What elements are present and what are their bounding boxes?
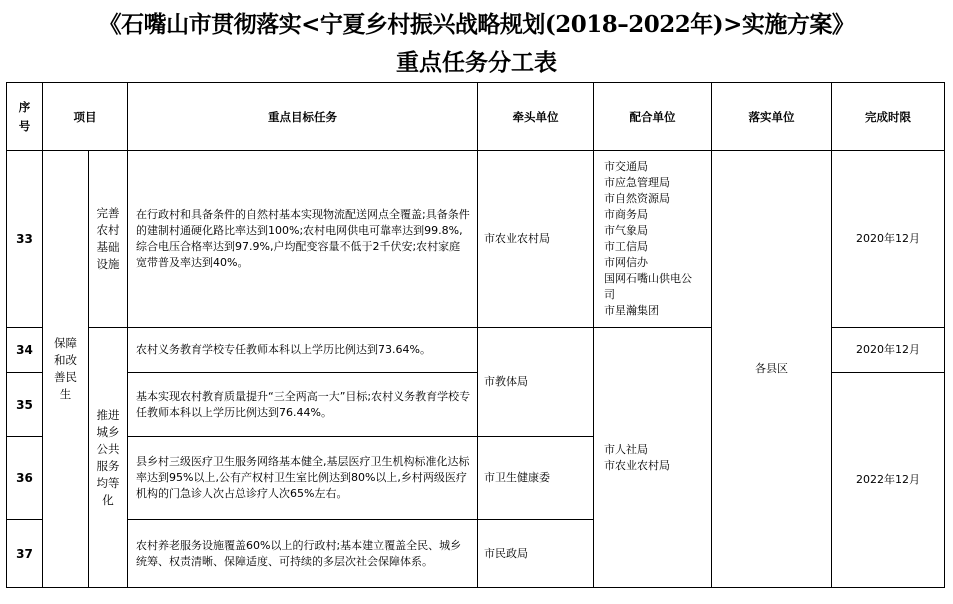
cooperate-unit: 市网信办	[604, 256, 648, 269]
cooperate-unit: 市交通局	[604, 160, 648, 173]
cooperate-unit: 市应急管理局	[604, 176, 670, 189]
group-label: 保障和改善民生	[54, 336, 77, 401]
header-seq: 序号	[7, 83, 43, 151]
lead-cell: 市农业农村局	[478, 151, 594, 328]
lead-cell: 市民政局	[478, 520, 594, 588]
task-cell: 农村养老服务设施覆盖60%以上的行政村;基本建立覆盖全民、城乡统筹、权责清晰、保障适度、可持续的多层次社会保障体系。	[128, 520, 478, 588]
cooperate-unit: 市农业农村局	[604, 458, 670, 472]
subgroup-cell	[89, 328, 128, 588]
lead-cell: 市卫生健康委	[478, 437, 594, 520]
row-number: 34	[7, 328, 43, 373]
header-implement: 落实单位	[712, 83, 832, 151]
cooperate-unit: 市自然资源局	[604, 192, 670, 205]
task-cell: 县乡村三级医疗卫生服务网络基本健全,基层医疗卫生机构标准化达标率达到95%以上,公有产权村卫生室比例达到80%以上,乡村两级医疗机构的门急诊人次占总诊疗人次65%左右。	[128, 437, 478, 520]
deadline-cell: 2020年12月	[832, 328, 945, 373]
cooperate-cell	[594, 328, 712, 588]
task-cell: 在行政村和具备条件的自然村基本实现物流配送网点全覆盖;具备条件的建制村通硬化路比率达到100%;农村电网供电可靠率达到99.8%,综合电压合格率达到97.9%,户均配变容量不低于2千伏安;农村家庭宽带普及率达到40%。	[128, 151, 478, 328]
table-header-row	[7, 83, 945, 151]
task-cell: 基本实现农村教育质量提升“三全两高一大”目标;农村义务教育学校专任教师本科以上学历比例达到76.44%。	[128, 373, 478, 437]
header-lead: 牵头单位	[478, 83, 594, 151]
deadline-cell: 2020年12月	[832, 151, 945, 328]
row-number: 36	[7, 437, 43, 520]
implement-cell: 各县区	[712, 151, 832, 588]
cooperate-unit: 市工信局	[604, 240, 648, 253]
task-table	[6, 82, 945, 588]
cooperate-unit: 市商务局	[604, 208, 648, 221]
subgroup-label-infra: 完善农村基础设施	[96, 206, 120, 271]
header-cooperate: 配合单位	[594, 83, 712, 151]
cooperate-unit: 市人社局	[604, 442, 648, 456]
lead-cell: 市教体局	[478, 328, 594, 437]
subgroup-label-services: 推进城乡公共服务均等化	[96, 407, 120, 507]
task-cell: 农村义务教育学校专任教师本科以上学历比例达到73.64%。	[128, 328, 478, 373]
table-row	[7, 151, 945, 328]
cooperate-unit: 市星瀚集团	[604, 304, 659, 317]
group-cell	[43, 151, 89, 588]
cooperate-unit: 市气象局	[604, 224, 648, 237]
header-task: 重点目标任务	[128, 83, 478, 151]
document-title: 《石嘴山市贯彻落实<宁夏乡村振兴战略规划(2018–2022年)>实施方案》	[98, 11, 855, 38]
cooperate-cell	[594, 151, 712, 328]
deadline-cell: 2022年12月	[832, 373, 945, 588]
row-number: 35	[7, 373, 43, 437]
subgroup-cell	[89, 151, 128, 328]
header-deadline: 完成时限	[832, 83, 945, 151]
header-project: 项目	[43, 83, 128, 151]
document-subtitle: 重点任务分工表	[396, 49, 557, 76]
row-number: 33	[7, 151, 43, 328]
row-number: 37	[7, 520, 43, 588]
cooperate-unit: 国网石嘴山供电公司	[604, 272, 692, 301]
